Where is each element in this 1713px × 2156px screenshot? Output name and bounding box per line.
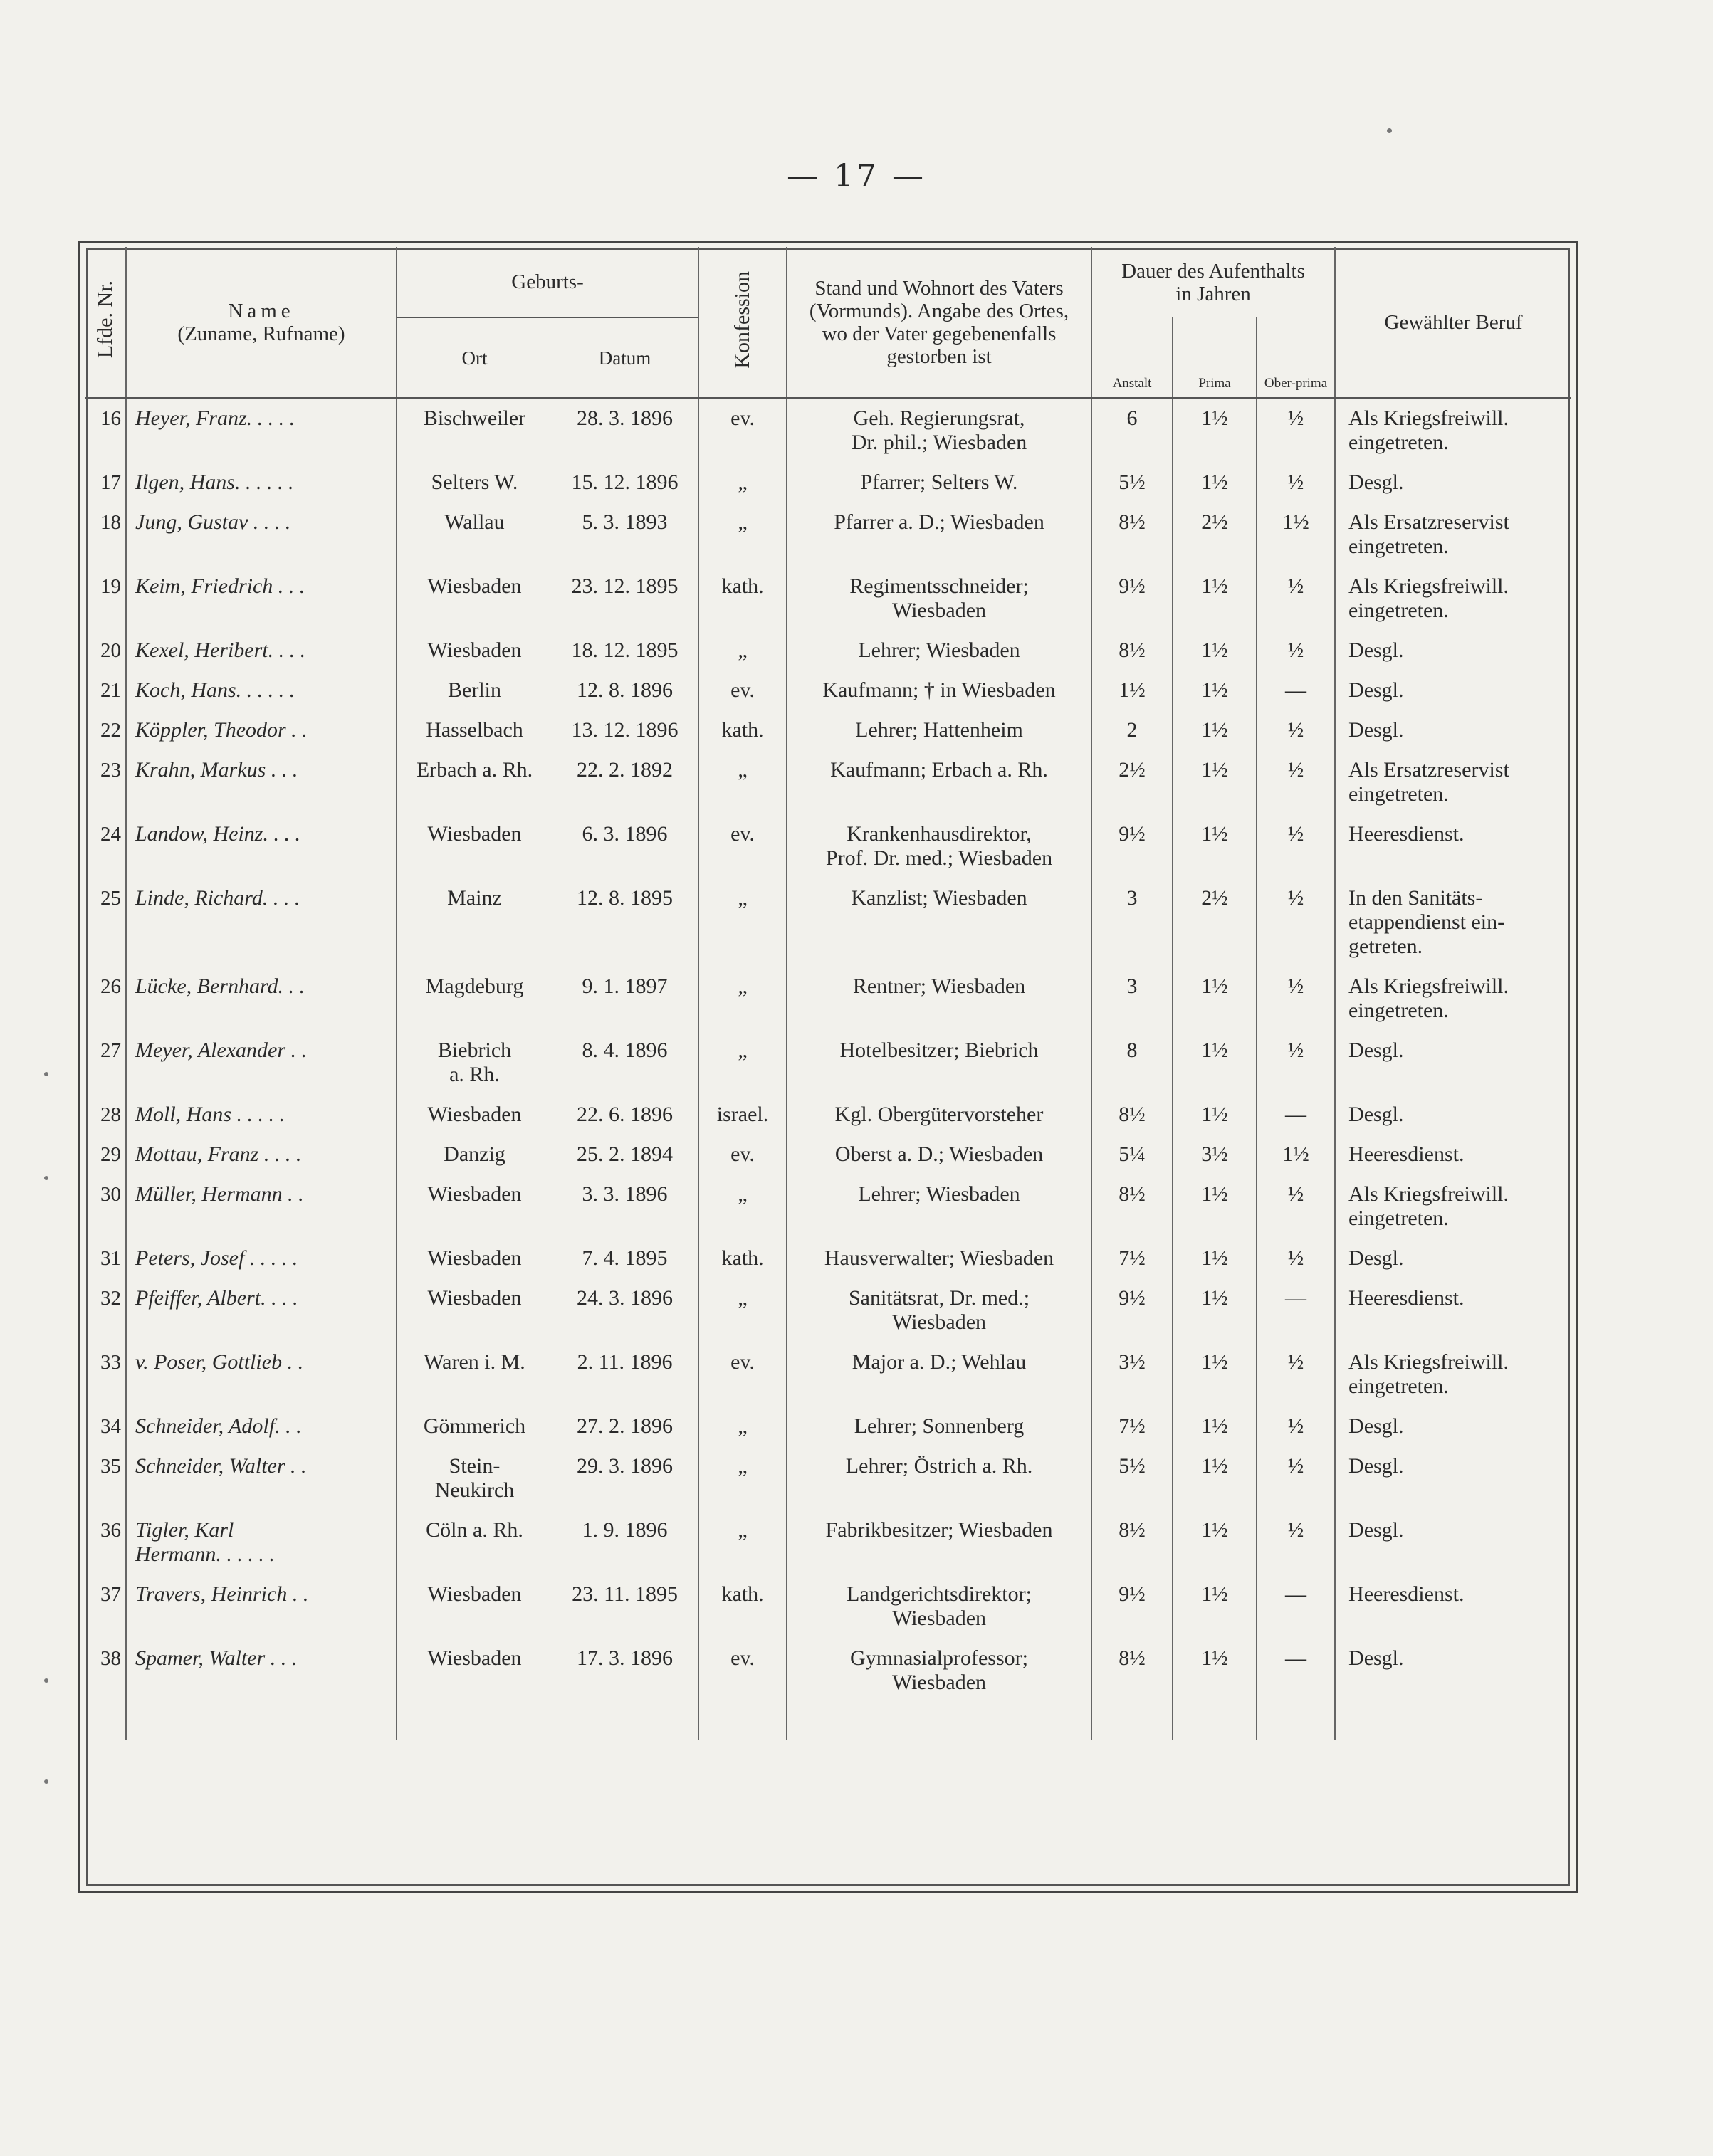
header-beruf: Gewählter Beruf	[1335, 247, 1571, 398]
birth-place: Wiesbaden	[397, 1278, 552, 1342]
birth-place: Wiesbaden	[397, 1095, 552, 1135]
years-prima: 2½	[1173, 878, 1257, 967]
table-row	[85, 463, 1571, 503]
chosen-profession: Als Kriegsfreiwill. eingetreten.	[1335, 1342, 1571, 1406]
father-occupation: Major a. D.; Wehlau	[787, 1342, 1091, 1406]
student-name: Heyer, Franz. . . . .	[126, 398, 397, 463]
confession: „	[698, 631, 787, 671]
chosen-profession: Heeresdienst.	[1335, 1278, 1571, 1342]
years-oberprima: —	[1257, 1095, 1335, 1135]
student-name: Schneider, Adolf. . .	[126, 1406, 397, 1446]
confession: „	[698, 750, 787, 814]
chosen-profession: Heeresdienst.	[1335, 1135, 1571, 1174]
chosen-profession: Desgl.	[1335, 1031, 1571, 1095]
birth-date: 6. 3. 1896	[582, 822, 668, 846]
father-occupation: Hausverwalter; Wiesbaden	[787, 1239, 1091, 1278]
birth-date: 23. 12. 1895	[571, 574, 679, 598]
row-number: 17	[100, 471, 121, 494]
print-speck	[44, 1072, 48, 1076]
years-oberprima: ½	[1257, 967, 1335, 1031]
birth-place: Cöln a. Rh.	[397, 1510, 552, 1574]
student-name: Meyer, Alexander . .	[126, 1031, 397, 1095]
header-geburts: Geburts-	[397, 247, 698, 317]
student-name: Schneider, Walter . .	[126, 1446, 397, 1510]
table-row	[85, 1510, 1571, 1574]
confession: ev.	[698, 1639, 787, 1703]
row-number: 34	[100, 1415, 121, 1438]
chosen-profession: Heeresdienst.	[1335, 814, 1571, 878]
row-number: 26	[100, 975, 121, 998]
row-number: 18	[100, 511, 121, 534]
table-row	[85, 503, 1571, 567]
print-speck	[44, 1678, 48, 1683]
years-anstalt: 5½	[1091, 463, 1173, 503]
chosen-profession: Als Ersatzreservist eingetreten.	[1335, 503, 1571, 567]
table-row	[85, 1031, 1571, 1095]
years-oberprima: ½	[1257, 710, 1335, 750]
confession: „	[698, 1446, 787, 1510]
row-number: 22	[100, 719, 121, 742]
father-occupation: Pfarrer; Selters W.	[787, 463, 1091, 503]
student-name: Tigler, Karl Hermann. . . . . .	[126, 1510, 397, 1574]
years-prima: 1½	[1173, 1095, 1257, 1135]
years-oberprima: ½	[1257, 463, 1335, 503]
father-occupation: Gymnasialprofessor; Wiesbaden	[787, 1639, 1091, 1703]
student-name: Pfeiffer, Albert. . . .	[126, 1278, 397, 1342]
years-anstalt: 8½	[1091, 1095, 1173, 1135]
years-anstalt: 8½	[1091, 1510, 1173, 1574]
student-name: Keim, Friedrich . . .	[126, 567, 397, 631]
table-row	[85, 398, 1571, 463]
row-number: 20	[100, 639, 121, 662]
years-prima: 1½	[1173, 671, 1257, 710]
confession: „	[698, 1031, 787, 1095]
table-row	[85, 814, 1571, 878]
years-anstalt: 5½	[1091, 1446, 1173, 1510]
table-row	[85, 750, 1571, 814]
student-name: Lücke, Bernhard. . .	[126, 967, 397, 1031]
chosen-profession: Desgl.	[1335, 671, 1571, 710]
header-datum: Datum	[552, 317, 698, 398]
header-ort: Ort	[397, 317, 552, 398]
chosen-profession: Als Kriegsfreiwill. eingetreten.	[1335, 1174, 1571, 1239]
row-number: 29	[100, 1143, 121, 1166]
years-prima: 1½	[1173, 967, 1257, 1031]
years-prima: 1½	[1173, 1639, 1257, 1703]
birth-place: Hasselbach	[397, 710, 552, 750]
years-anstalt: 7½	[1091, 1406, 1173, 1446]
birth-place: Danzig	[397, 1135, 552, 1174]
years-anstalt: 6	[1091, 398, 1173, 463]
table-filler-row	[85, 1703, 1571, 1740]
birth-date: 2. 11. 1896	[577, 1350, 673, 1374]
chosen-profession: Desgl.	[1335, 1510, 1571, 1574]
birth-date: 8. 4. 1896	[582, 1038, 668, 1062]
years-prima: 1½	[1173, 814, 1257, 878]
table-row	[85, 1406, 1571, 1446]
birth-place: Biebrich a. Rh.	[397, 1031, 552, 1095]
years-oberprima: ½	[1257, 1510, 1335, 1574]
father-occupation: Kanzlist; Wiesbaden	[787, 878, 1091, 967]
chosen-profession: Desgl.	[1335, 1239, 1571, 1278]
header-konfession: Konfession	[698, 247, 787, 398]
birth-date: 29. 3. 1896	[577, 1454, 673, 1478]
father-occupation: Kaufmann; Erbach a. Rh.	[787, 750, 1091, 814]
years-oberprima: ½	[1257, 878, 1335, 967]
confession: kath.	[698, 710, 787, 750]
years-prima: 2½	[1173, 503, 1257, 567]
years-prima: 1½	[1173, 1174, 1257, 1239]
birth-date: 24. 3. 1896	[577, 1286, 673, 1310]
years-oberprima: ½	[1257, 1239, 1335, 1278]
row-number: 38	[100, 1647, 121, 1670]
years-prima: 1½	[1173, 1342, 1257, 1406]
years-prima: 1½	[1173, 398, 1257, 463]
years-anstalt: 3	[1091, 967, 1173, 1031]
years-anstalt: 8½	[1091, 631, 1173, 671]
register-body	[85, 398, 1571, 1740]
birth-place: Wallau	[397, 503, 552, 567]
birth-date: 13. 12. 1896	[571, 718, 679, 742]
father-occupation: Rentner; Wiesbaden	[787, 967, 1091, 1031]
header-stand: Stand und Wohnort des Vaters (Vormunds). Angabe des Ortes, wo der Vater gegebenenfalls gestorben ist	[787, 247, 1091, 398]
birth-place: Wiesbaden	[397, 814, 552, 878]
years-anstalt: 2	[1091, 710, 1173, 750]
chosen-profession: Desgl.	[1335, 631, 1571, 671]
student-register-table	[85, 247, 1571, 1740]
table-row	[85, 1342, 1571, 1406]
years-prima: 1½	[1173, 1510, 1257, 1574]
table-row	[85, 567, 1571, 631]
father-occupation: Krankenhausdirektor, Prof. Dr. med.; Wiesbaden	[787, 814, 1091, 878]
birth-place: Wiesbaden	[397, 631, 552, 671]
student-name: Krahn, Markus . . .	[126, 750, 397, 814]
birth-date: 18. 12. 1895	[571, 638, 679, 662]
row-number: 16	[100, 407, 121, 430]
years-prima: 1½	[1173, 463, 1257, 503]
confession: kath.	[698, 1239, 787, 1278]
father-occupation: Landgerichtsdirektor; Wiesbaden	[787, 1574, 1091, 1639]
table-row	[85, 878, 1571, 967]
years-oberprima: ½	[1257, 1174, 1335, 1239]
birth-place: Waren i. M.	[397, 1342, 552, 1406]
years-anstalt: 3	[1091, 878, 1173, 967]
father-occupation: Fabrikbesitzer; Wiesbaden	[787, 1510, 1091, 1574]
years-anstalt: 8½	[1091, 1639, 1173, 1703]
years-anstalt: 7½	[1091, 1239, 1173, 1278]
chosen-profession: Desgl.	[1335, 463, 1571, 503]
years-anstalt: 9½	[1091, 1278, 1173, 1342]
father-occupation: Lehrer; Östrich a. Rh.	[787, 1446, 1091, 1510]
confession: ev.	[698, 671, 787, 710]
chosen-profession: In den Sanitäts- etappendienst ein- getreten.	[1335, 878, 1571, 967]
birth-date: 12. 8. 1895	[577, 886, 673, 910]
row-number: 25	[100, 887, 121, 910]
chosen-profession: Als Kriegsfreiwill. eingetreten.	[1335, 967, 1571, 1031]
confession: „	[698, 463, 787, 503]
row-number: 33	[100, 1351, 121, 1374]
table-row	[85, 1574, 1571, 1639]
years-oberprima: —	[1257, 671, 1335, 710]
row-number: 37	[100, 1583, 121, 1606]
years-oberprima: ½	[1257, 1031, 1335, 1095]
father-occupation: Lehrer; Wiesbaden	[787, 1174, 1091, 1239]
father-occupation: Lehrer; Wiesbaden	[787, 631, 1091, 671]
row-number: 24	[100, 823, 121, 846]
years-oberprima: ½	[1257, 398, 1335, 463]
years-prima: 1½	[1173, 631, 1257, 671]
table-row	[85, 1174, 1571, 1239]
birth-place: Gömmerich	[397, 1406, 552, 1446]
student-name: Linde, Richard. . . .	[126, 878, 397, 967]
years-anstalt: 5¼	[1091, 1135, 1173, 1174]
years-oberprima: ½	[1257, 1446, 1335, 1510]
student-name: Travers, Heinrich . .	[126, 1574, 397, 1639]
confession: ev.	[698, 1342, 787, 1406]
student-name: Mottau, Franz . . . .	[126, 1135, 397, 1174]
row-number: 28	[100, 1103, 121, 1126]
years-oberprima: —	[1257, 1278, 1335, 1342]
years-prima: 3½	[1173, 1135, 1257, 1174]
student-name: Ilgen, Hans. . . . . .	[126, 463, 397, 503]
table-row	[85, 1135, 1571, 1174]
row-number: 27	[100, 1039, 121, 1062]
print-speck	[44, 1779, 48, 1784]
birth-date: 1. 9. 1896	[582, 1518, 668, 1542]
birth-place: Bischweiler	[397, 398, 552, 463]
birth-place: Wiesbaden	[397, 1639, 552, 1703]
row-number: 30	[100, 1183, 121, 1206]
birth-date: 12. 8. 1896	[577, 678, 673, 702]
birth-place: Selters W.	[397, 463, 552, 503]
years-anstalt: 2½	[1091, 750, 1173, 814]
chosen-profession: Desgl.	[1335, 710, 1571, 750]
father-occupation: Kaufmann; † in Wiesbaden	[787, 671, 1091, 710]
years-oberprima: —	[1257, 1574, 1335, 1639]
birth-date: 9. 1. 1897	[582, 974, 668, 998]
chosen-profession: Heeresdienst.	[1335, 1574, 1571, 1639]
birth-date: 22. 2. 1892	[577, 758, 673, 782]
chosen-profession: Als Ersatzreservist eingetreten.	[1335, 750, 1571, 814]
row-number: 35	[100, 1455, 121, 1478]
father-occupation: Lehrer; Hattenheim	[787, 710, 1091, 750]
confession: „	[698, 1406, 787, 1446]
birth-place: Berlin	[397, 671, 552, 710]
row-number: 23	[100, 759, 121, 782]
chosen-profession: Als Kriegsfreiwill. eingetreten.	[1335, 398, 1571, 463]
years-oberprima: —	[1257, 1639, 1335, 1703]
chosen-profession: Desgl.	[1335, 1639, 1571, 1703]
table-row	[85, 1095, 1571, 1135]
years-oberprima: 1½	[1257, 1135, 1335, 1174]
years-prima: 1½	[1173, 710, 1257, 750]
years-oberprima: ½	[1257, 1406, 1335, 1446]
years-anstalt: 8½	[1091, 503, 1173, 567]
header-oberprima: Ober-prima	[1257, 317, 1335, 398]
confession: „	[698, 1510, 787, 1574]
header-name: Name (Zuname, Rufname)	[126, 247, 397, 398]
father-occupation: Oberst a. D.; Wiesbaden	[787, 1135, 1091, 1174]
row-number: 19	[100, 575, 121, 598]
years-anstalt: 9½	[1091, 814, 1173, 878]
confession: kath.	[698, 1574, 787, 1639]
confession: „	[698, 967, 787, 1031]
years-anstalt: 8	[1091, 1031, 1173, 1095]
chosen-profession: Desgl.	[1335, 1446, 1571, 1510]
student-name: Moll, Hans . . . . .	[126, 1095, 397, 1135]
birth-place: Wiesbaden	[397, 1574, 552, 1639]
table-row	[85, 1278, 1571, 1342]
page-number: — 17 —	[787, 158, 926, 194]
student-name: Köppler, Theodor . .	[126, 710, 397, 750]
confession: „	[698, 1174, 787, 1239]
confession: ev.	[698, 1135, 787, 1174]
chosen-profession: Desgl.	[1335, 1406, 1571, 1446]
years-prima: 1½	[1173, 1574, 1257, 1639]
confession: „	[698, 503, 787, 567]
birth-place: Magdeburg	[397, 967, 552, 1031]
years-oberprima: ½	[1257, 750, 1335, 814]
header-dauer: Dauer des Aufenthalts in Jahren	[1091, 247, 1335, 317]
table-row	[85, 1446, 1571, 1510]
table-row	[85, 1239, 1571, 1278]
father-occupation: Geh. Regierungsrat, Dr. phil.; Wiesbaden	[787, 398, 1091, 463]
row-number: 31	[100, 1247, 121, 1270]
birth-date: 15. 12. 1896	[571, 470, 679, 494]
table-row	[85, 671, 1571, 710]
years-prima: 1½	[1173, 567, 1257, 631]
confession: ev.	[698, 814, 787, 878]
student-name: Peters, Josef . . . . .	[126, 1239, 397, 1278]
table-row	[85, 710, 1571, 750]
birth-date: 28. 3. 1896	[577, 406, 673, 430]
student-name: v. Poser, Gottlieb . .	[126, 1342, 397, 1406]
table-row	[85, 631, 1571, 671]
years-oberprima: ½	[1257, 1342, 1335, 1406]
years-anstalt: 8½	[1091, 1174, 1173, 1239]
birth-place: Erbach a. Rh.	[397, 750, 552, 814]
years-prima: 1½	[1173, 1406, 1257, 1446]
birth-date: 5. 3. 1893	[582, 510, 668, 534]
father-occupation: Pfarrer a. D.; Wiesbaden	[787, 503, 1091, 567]
years-prima: 1½	[1173, 1446, 1257, 1510]
confession: israel.	[698, 1095, 787, 1135]
years-anstalt: 9½	[1091, 1574, 1173, 1639]
birth-date: 3. 3. 1896	[582, 1182, 668, 1206]
header-anstalt: Anstalt	[1091, 317, 1173, 398]
print-speck	[44, 1176, 48, 1180]
father-occupation: Regimentsschneider; Wiesbaden	[787, 567, 1091, 631]
student-name: Kexel, Heribert. . . .	[126, 631, 397, 671]
years-anstalt: 9½	[1091, 567, 1173, 631]
years-anstalt: 1½	[1091, 671, 1173, 710]
student-name: Jung, Gustav . . . .	[126, 503, 397, 567]
father-occupation: Kgl. Obergütervorsteher	[787, 1095, 1091, 1135]
birth-date: 17. 3. 1896	[577, 1646, 673, 1670]
confession: ev.	[698, 398, 787, 463]
student-name: Landow, Heinz. . . .	[126, 814, 397, 878]
years-oberprima: ½	[1257, 631, 1335, 671]
years-oberprima: ½	[1257, 567, 1335, 631]
header-nr: Lfde. Nr.	[85, 247, 126, 398]
years-prima: 1½	[1173, 1031, 1257, 1095]
chosen-profession: Desgl.	[1335, 1095, 1571, 1135]
birth-place: Mainz	[397, 878, 552, 967]
years-anstalt: 3½	[1091, 1342, 1173, 1406]
years-oberprima: 1½	[1257, 503, 1335, 567]
student-name: Spamer, Walter . . .	[126, 1639, 397, 1703]
row-number: 36	[100, 1519, 121, 1542]
birth-date: 25. 2. 1894	[577, 1142, 673, 1166]
confession: „	[698, 1278, 787, 1342]
father-occupation: Lehrer; Sonnenberg	[787, 1406, 1091, 1446]
student-name: Müller, Hermann . .	[126, 1174, 397, 1239]
years-prima: 1½	[1173, 1278, 1257, 1342]
table-row	[85, 967, 1571, 1031]
row-number: 21	[100, 679, 121, 702]
table-row	[85, 1639, 1571, 1703]
birth-date: 27. 2. 1896	[577, 1414, 673, 1438]
father-occupation: Sanitätsrat, Dr. med.; Wiesbaden	[787, 1278, 1091, 1342]
years-prima: 1½	[1173, 750, 1257, 814]
header-prima: Prima	[1173, 317, 1257, 398]
years-prima: 1½	[1173, 1239, 1257, 1278]
birth-date: 22. 6. 1896	[577, 1103, 673, 1126]
print-speck	[1387, 128, 1392, 133]
birth-place: Wiesbaden	[397, 1174, 552, 1239]
father-occupation: Hotelbesitzer; Biebrich	[787, 1031, 1091, 1095]
confession: kath.	[698, 567, 787, 631]
row-number: 32	[100, 1287, 121, 1310]
birth-date: 7. 4. 1895	[582, 1246, 668, 1270]
confession: „	[698, 878, 787, 967]
birth-place: Wiesbaden	[397, 1239, 552, 1278]
years-oberprima: ½	[1257, 814, 1335, 878]
student-name: Koch, Hans. . . . . .	[126, 671, 397, 710]
birth-place: Wiesbaden	[397, 567, 552, 631]
chosen-profession: Als Kriegsfreiwill. eingetreten.	[1335, 567, 1571, 631]
birth-place: Stein- Neukirch	[397, 1446, 552, 1510]
birth-date: 23. 11. 1895	[572, 1582, 678, 1606]
